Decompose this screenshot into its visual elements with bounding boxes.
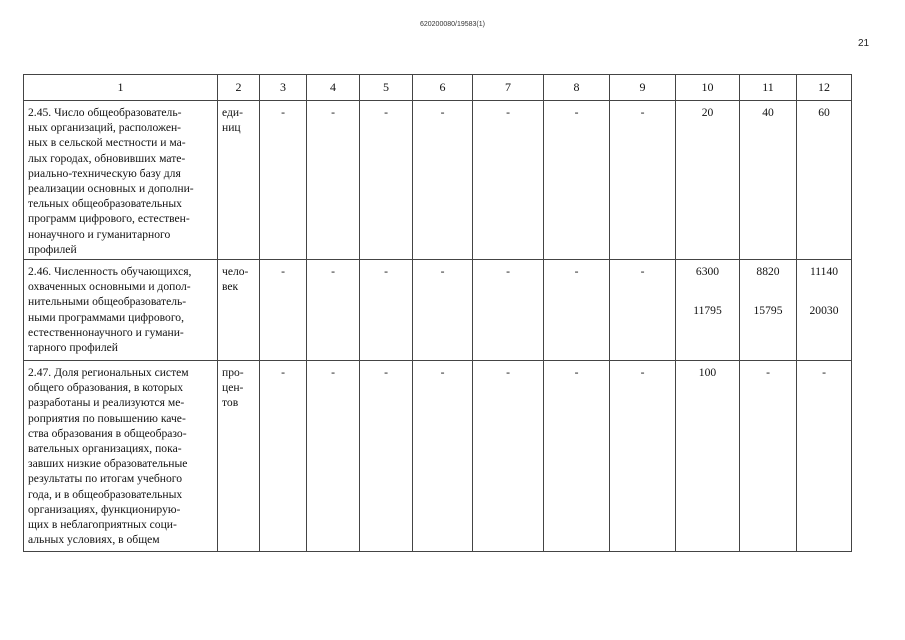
- value-cell: [610, 361, 676, 552]
- value-secondary: 20030: [809, 304, 839, 318]
- description-line: 2.47. Доля региональных систем: [28, 366, 189, 380]
- column-header-11: 11: [740, 75, 797, 101]
- value-primary: -: [384, 265, 388, 279]
- unit-of-measure: [218, 260, 260, 361]
- column-header-12: 12: [797, 75, 852, 101]
- value-primary: -: [281, 265, 285, 279]
- value-primary: -: [281, 106, 285, 119]
- description-line: разработаны и реализуются ме-: [28, 396, 185, 410]
- description-line: ными программами цифрового,: [28, 310, 184, 324]
- value-cell: [797, 361, 852, 552]
- column-header-3: 3: [260, 75, 307, 101]
- value-primary: 40: [762, 106, 774, 119]
- description-line: 2.45. Число общеобразователь-: [28, 106, 182, 119]
- value-primary: -: [440, 265, 445, 279]
- value-primary: 6300: [695, 265, 720, 279]
- value-primary: -: [640, 265, 645, 279]
- value-cell: [307, 361, 360, 552]
- column-header-10: 10: [676, 75, 740, 101]
- value-primary: 11140: [809, 265, 839, 279]
- value-cell: [360, 361, 413, 552]
- description-line: года, и в общеобразовательных: [28, 487, 183, 501]
- value-cell: [413, 260, 473, 361]
- unit-line: тов: [222, 396, 239, 410]
- description-line: риально-техническую базу для: [28, 166, 181, 180]
- value-primary: -: [440, 366, 445, 380]
- value-secondary: 15795: [753, 304, 783, 318]
- description-line: ных в сельской местности и ма-: [28, 136, 186, 150]
- value-cell: [610, 101, 676, 260]
- value-cell: [676, 260, 740, 361]
- column-header-2: 2: [218, 75, 260, 101]
- value-cell: [307, 101, 360, 260]
- value-cell: [544, 361, 610, 552]
- description-line: ных организаций, расположен-: [28, 121, 182, 135]
- value-cell: [307, 260, 360, 361]
- value-cell: [360, 260, 413, 361]
- unit-line: про-: [222, 366, 244, 380]
- value-primary: -: [506, 366, 510, 380]
- value-cell: [740, 361, 797, 552]
- description-line: нонаучного и гуманитарного: [28, 227, 171, 241]
- description-line: нительными общеобразователь-: [28, 295, 187, 309]
- value-cell: [413, 101, 473, 260]
- indicator-description: [24, 361, 218, 552]
- value-primary: 100: [698, 366, 717, 380]
- description-line: 2.46. Численность обучающихся,: [28, 265, 192, 279]
- description-line: естественнонаучного и гумани-: [28, 325, 184, 339]
- value-primary: -: [640, 106, 645, 119]
- indicators-table: [23, 74, 852, 552]
- table-row: [24, 101, 852, 260]
- value-primary: -: [574, 265, 579, 279]
- page-number: 21: [858, 38, 870, 49]
- description-line: реализации основных и дополни-: [28, 182, 194, 196]
- value-primary: -: [331, 106, 335, 119]
- value-primary: -: [384, 366, 388, 380]
- value-primary: -: [331, 265, 335, 279]
- header-row: [24, 75, 852, 101]
- unit-line: цен-: [222, 381, 244, 395]
- document-id: 620200080/19583(1): [419, 21, 485, 28]
- value-cell: [676, 101, 740, 260]
- value-cell: [260, 101, 307, 260]
- value-secondary: 11795: [693, 304, 722, 318]
- value-primary: -: [766, 366, 770, 380]
- unit-line: ниц: [222, 121, 241, 135]
- column-header-9: 9: [610, 75, 676, 101]
- description-line: лых городах, обновивших мате-: [28, 151, 186, 165]
- value-primary: -: [822, 366, 826, 380]
- description-line: результаты по итогам учебного: [28, 472, 183, 486]
- description-line: роприятия по повышению каче-: [28, 411, 186, 425]
- column-header-5: 5: [360, 75, 413, 101]
- description-line: общего образования, в которых: [28, 381, 184, 395]
- description-line: профилей: [28, 242, 77, 256]
- column-header-8: 8: [544, 75, 610, 101]
- unit-of-measure: [218, 361, 260, 552]
- description-line: охваченных основными и допол-: [28, 280, 191, 294]
- value-primary: -: [331, 366, 335, 380]
- unit-line: чело-: [222, 265, 249, 279]
- value-primary: -: [281, 366, 285, 380]
- value-cell: [360, 101, 413, 260]
- description-line: тарного профилей: [28, 341, 118, 355]
- column-header-4: 4: [307, 75, 360, 101]
- value-cell: [473, 361, 544, 552]
- indicator-description: [24, 260, 218, 361]
- value-cell: [797, 260, 852, 361]
- description-line: программ цифрового, естествен-: [28, 212, 190, 226]
- value-cell: [797, 101, 852, 260]
- value-cell: [544, 101, 610, 260]
- description-line: щих в неблагоприятных соци-: [28, 518, 177, 532]
- description-line: организациях, функционирую-: [28, 502, 181, 516]
- value-cell: [740, 101, 797, 260]
- indicator-description: [24, 101, 218, 260]
- description-line: альных условиях, в общем: [28, 533, 160, 547]
- value-primary: -: [384, 106, 388, 119]
- value-cell: [610, 260, 676, 361]
- value-primary: -: [574, 106, 579, 119]
- value-primary: -: [506, 106, 510, 119]
- value-primary: -: [506, 265, 510, 279]
- table-row: [24, 260, 852, 361]
- description-line: вательных организациях, пока-: [28, 442, 182, 456]
- value-primary: -: [440, 106, 445, 119]
- table-row: [24, 361, 852, 552]
- value-primary: 20: [701, 106, 714, 119]
- column-header-6: 6: [413, 75, 473, 101]
- value-primary: 8820: [756, 265, 780, 279]
- value-primary: -: [574, 366, 579, 380]
- unit-line: век: [222, 280, 239, 294]
- value-primary: -: [640, 366, 645, 380]
- unit-line: еди-: [222, 106, 243, 119]
- value-cell: [740, 260, 797, 361]
- value-cell: [260, 361, 307, 552]
- column-header-1: 1: [24, 75, 218, 101]
- column-header-7: 7: [473, 75, 544, 101]
- unit-of-measure: [218, 101, 260, 260]
- value-cell: [473, 260, 544, 361]
- value-primary: 60: [818, 106, 830, 119]
- description-line: завших низкие образовательные: [28, 457, 188, 471]
- value-cell: [413, 361, 473, 552]
- description-line: тельных общеобразовательных: [28, 197, 182, 211]
- value-cell: [260, 260, 307, 361]
- value-cell: [676, 361, 740, 552]
- description-line: ства образования в общеобразо-: [28, 426, 187, 440]
- value-cell: [544, 260, 610, 361]
- value-cell: [473, 101, 544, 260]
